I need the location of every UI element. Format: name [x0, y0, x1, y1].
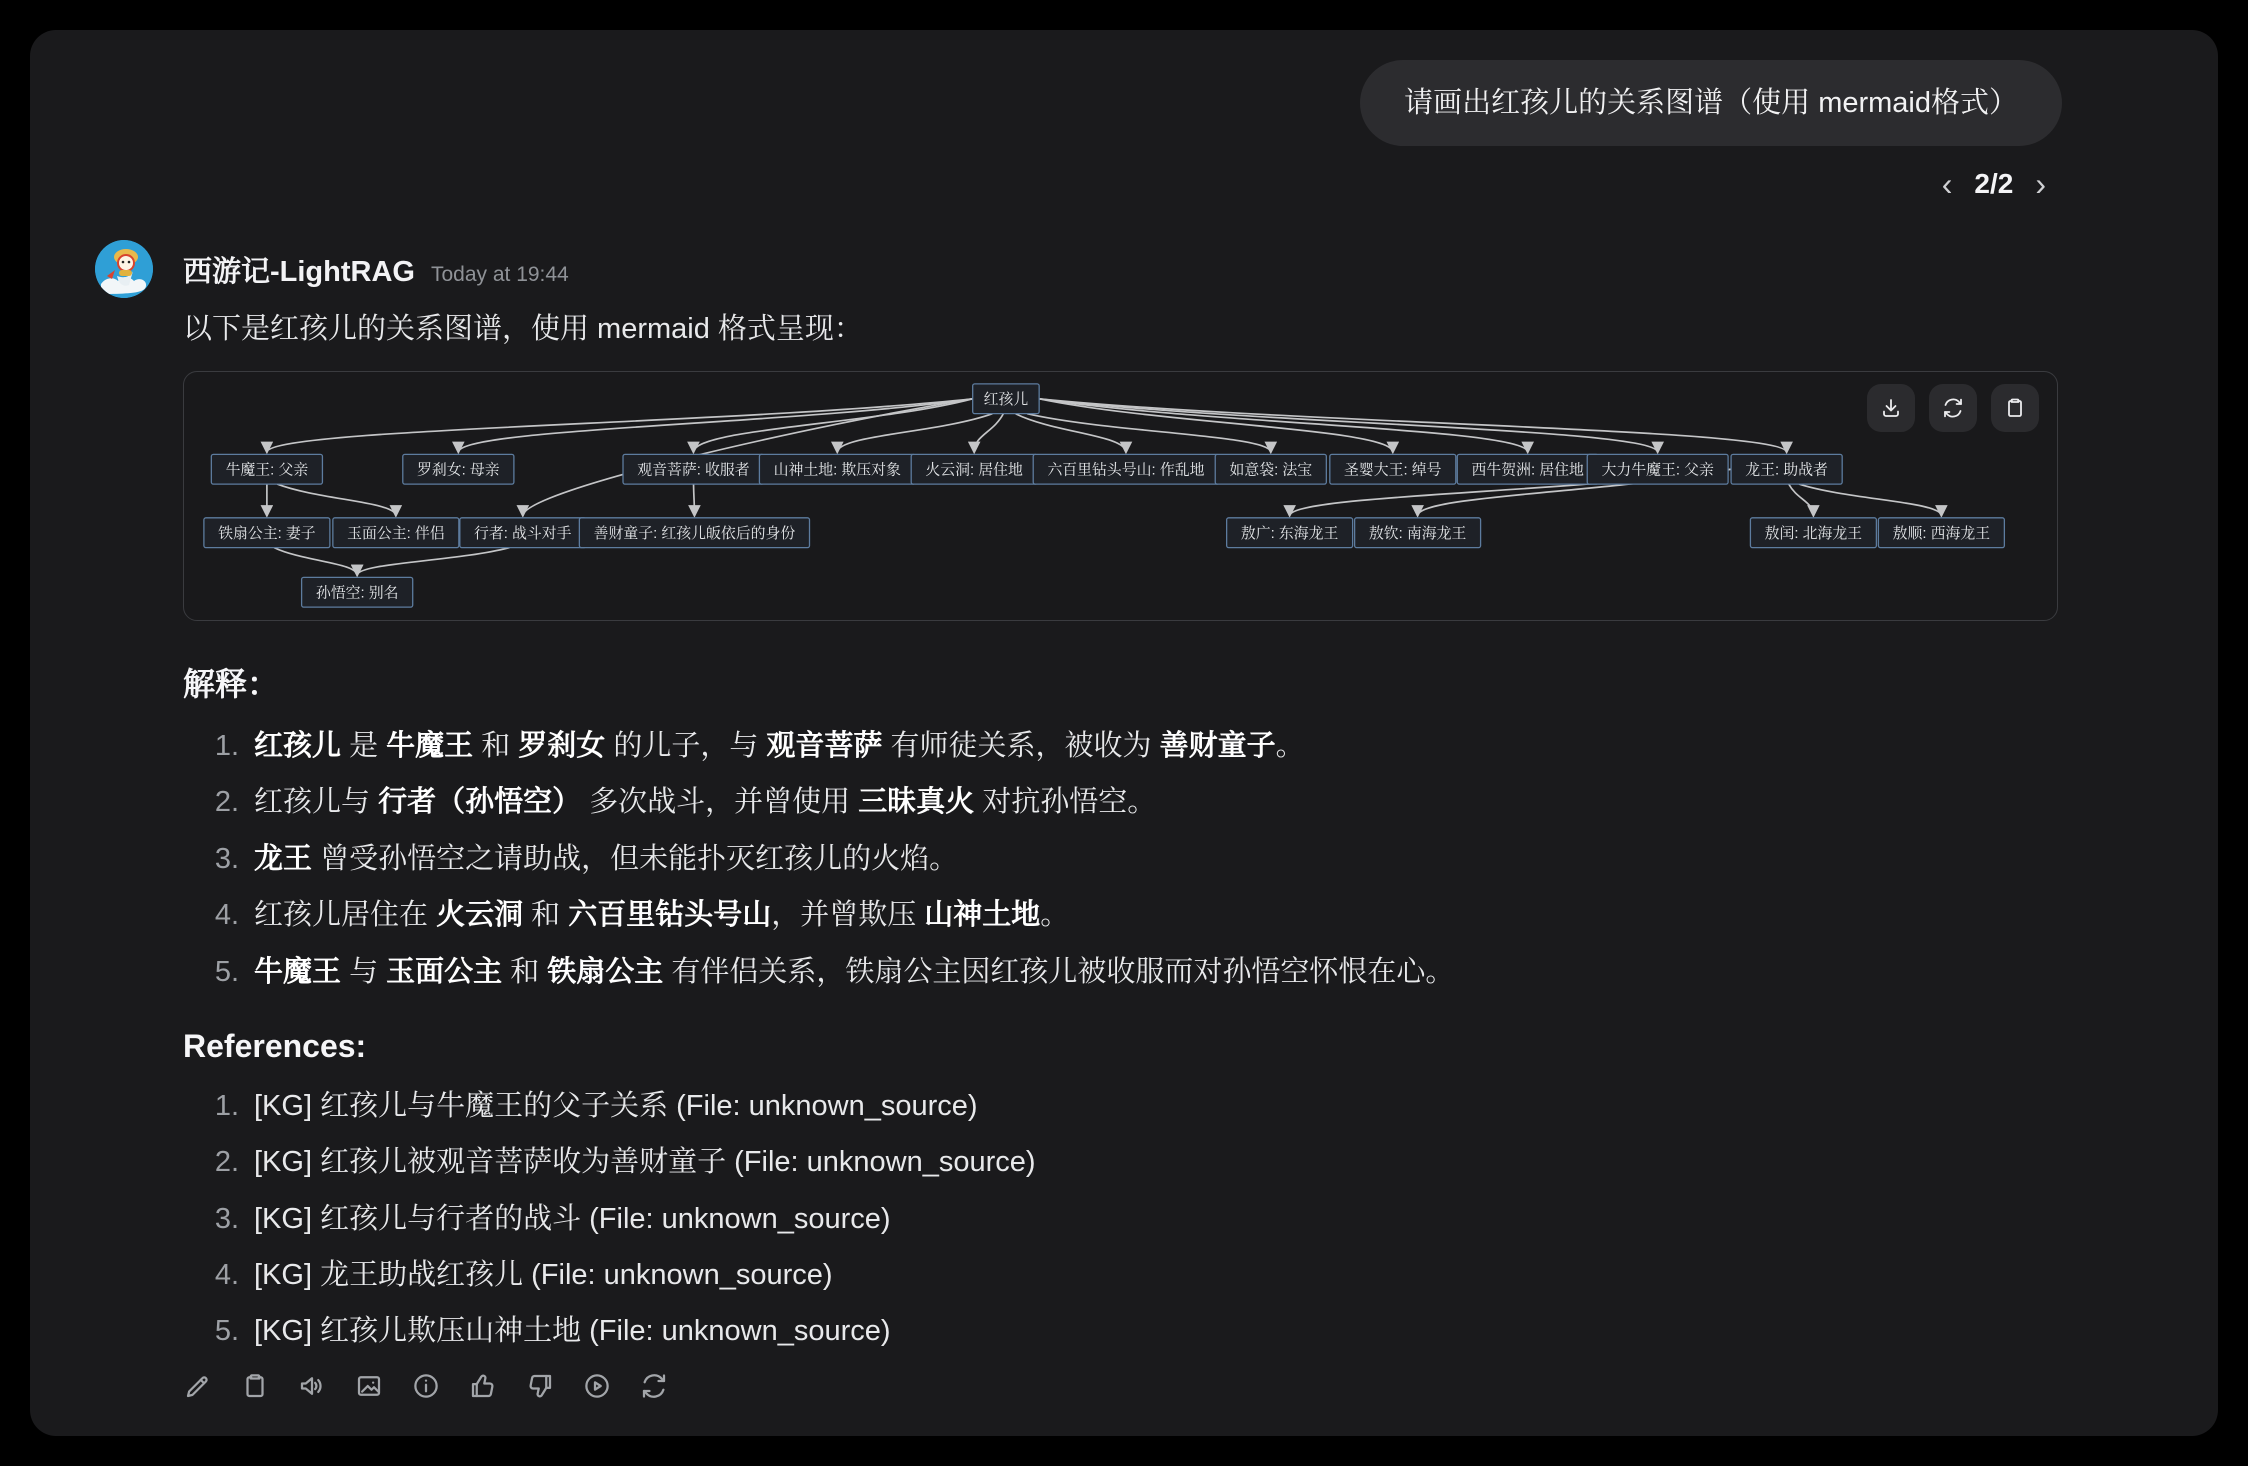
- graph-edge: [1027, 414, 1271, 453]
- reference-item: [205, 1314, 2098, 1349]
- image-icon: [354, 1371, 384, 1401]
- svg-text:六百里钻头号山: 作乱地: 六百里钻头号山: 作乱地: [1047, 462, 1205, 479]
- edit-icon: [183, 1371, 213, 1401]
- list-index: 3.: [214, 842, 239, 875]
- svg-text:观音菩萨: 收服者: 观音菩萨: 收服者: [637, 462, 750, 479]
- regenerate-action-button[interactable]: [639, 1371, 669, 1401]
- edit-action-button[interactable]: [183, 1371, 213, 1401]
- list-index: 2.: [214, 786, 239, 819]
- svg-text:罗刹女: 母亲: 罗刹女: 母亲: [417, 462, 500, 479]
- play-action-button[interactable]: [582, 1371, 612, 1401]
- explanation-item: [205, 785, 2098, 820]
- graph-node-xnh: [1457, 454, 1598, 484]
- assistant-avatar: [95, 240, 153, 298]
- svg-text:孙悟空: 别名: 孙悟空: 别名: [315, 585, 399, 602]
- page-indicator: 2/2: [1974, 168, 2014, 199]
- svg-text:铁扇公主: 妻子: 铁扇公主: 妻子: [218, 526, 316, 543]
- graph-node-ryd: [1215, 454, 1326, 484]
- explanation-heading: 解释：: [183, 666, 280, 702]
- chat-window: [30, 30, 2218, 1436]
- thumbs-down-icon: [525, 1371, 555, 1401]
- refresh-diagram-button[interactable]: [1929, 384, 1977, 432]
- assistant-message: [30, 200, 2218, 1401]
- svg-text:山神土地: 欺压对象: 山神土地: 欺压对象: [773, 462, 901, 479]
- graph-node-ymg: [333, 518, 459, 548]
- list-index: 4.: [214, 1259, 239, 1291]
- graph-edge: [974, 414, 1003, 453]
- list-text: [KG] 红孩儿被观音菩萨收为善财童子 (File: unknown_source): [254, 1146, 1036, 1179]
- info-action-button[interactable]: [411, 1371, 441, 1401]
- speaker-icon: [297, 1371, 327, 1401]
- graph-node-ag: [1227, 518, 1353, 548]
- explanation-item: [205, 842, 2098, 877]
- assistant-intro-text: 以下是红孩儿的关系图谱，使用 mermaid 格式呈现：: [183, 313, 863, 345]
- graph-edge: [1789, 484, 1814, 516]
- message-timestamp: Today at 19:44: [430, 262, 569, 286]
- svg-text:敖顺: 西海龙王: 敖顺: 西海龙王: [1892, 526, 1991, 543]
- graph-node-xz: [460, 518, 586, 548]
- svg-text:火云洞: 居住地: 火云洞: 居住地: [925, 462, 1023, 479]
- svg-text:行者: 战斗对手: 行者: 战斗对手: [474, 526, 572, 543]
- list-text: [KG] 红孩儿与行者的战斗 (File: unknown_source): [254, 1202, 891, 1235]
- thumbs-down-action-button[interactable]: [525, 1371, 555, 1401]
- diagram-toolbar: [1867, 384, 2039, 432]
- graph-node-dln: [1587, 454, 1728, 484]
- list-text: [KG] 红孩儿欺压山神土地 (File: unknown_source): [254, 1315, 891, 1348]
- explanation-item: [205, 955, 2098, 990]
- graph-node-as2: [1878, 518, 2004, 548]
- graph-node-syd: [1330, 454, 1456, 484]
- message-action-bar: [183, 1371, 2098, 1401]
- svg-text:敖闰: 北海龙王: 敖闰: 北海龙王: [1764, 526, 1863, 543]
- graph-edge: [1016, 414, 1126, 453]
- download-diagram-button[interactable]: [1867, 384, 1915, 432]
- list-text: 龙王 曾受孙悟空之请助战，但未能扑灭红孩儿的火焰。: [254, 842, 959, 875]
- list-index: 5.: [214, 955, 239, 988]
- speaker-action-button[interactable]: [297, 1371, 327, 1401]
- graph-node-lsn: [403, 454, 514, 484]
- reference-item: [205, 1089, 2098, 1124]
- list-text: 牛魔王 与 玉面公主 和 铁扇公主 有伴侣关系，铁扇公主因红孩儿被收服而对孙悟空怀恨在心。: [254, 955, 1455, 988]
- svg-text:如意袋: 法宝: 如意袋: 法宝: [1229, 462, 1313, 479]
- graph-node-swk: [302, 577, 413, 607]
- assistant-header: [95, 240, 2218, 298]
- reference-item: [205, 1258, 2098, 1293]
- svg-text:牛魔王: 父亲: 牛魔王: 父亲: [225, 462, 309, 479]
- clipboard-icon: [2003, 396, 2027, 420]
- copy-action-button[interactable]: [240, 1371, 270, 1401]
- graph-node-gyps: [623, 454, 764, 484]
- user-message-bubble: 请画出红孩儿的关系图谱（使用 mermaid格式）: [1360, 60, 2062, 146]
- list-index: 2.: [214, 1146, 239, 1179]
- list-text: [KG] 龙王助战红孩儿 (File: unknown_source): [254, 1259, 833, 1291]
- info-icon: [411, 1371, 441, 1401]
- regenerate-icon: [639, 1371, 669, 1401]
- copy-icon: [240, 1371, 270, 1401]
- monkey-king-avatar-image: [95, 240, 153, 298]
- svg-text:敖广: 东海龙王: 敖广: 东海龙王: [1240, 526, 1339, 543]
- explanation-list: [183, 729, 2098, 990]
- graph-node-nmw: [211, 454, 322, 484]
- list-text: 红孩儿与 行者（孙悟空） 多次战斗，并曾使用 三昧真火 对抗孙悟空。: [254, 786, 1157, 819]
- list-text: 红孩儿 是 牛魔王 和 罗刹女 的儿子，与 观音菩萨 有师徒关系，被收为 善财童子。: [254, 730, 1305, 762]
- list-index: 3.: [214, 1202, 239, 1235]
- svg-text:敖钦: 南海龙王: 敖钦: 南海龙王: [1368, 526, 1467, 543]
- play-icon: [582, 1371, 612, 1401]
- reference-item: [205, 1202, 2098, 1237]
- refresh-icon: [1941, 396, 1965, 420]
- graph-node-sstd: [759, 454, 915, 484]
- svg-text:大力牛魔王: 父亲: 大力牛魔王: 父亲: [1601, 462, 1714, 479]
- image-action-button[interactable]: [354, 1371, 384, 1401]
- thumbs-up-icon: [468, 1371, 498, 1401]
- next-page-button[interactable]: ›: [2035, 166, 2046, 202]
- svg-text:善财童子: 红孩儿皈依后的身份: 善财童子: 红孩儿皈依后的身份: [593, 526, 796, 543]
- graph-edge: [274, 548, 357, 576]
- graph-node-hyd: [911, 454, 1037, 484]
- explanation-item: [205, 729, 2098, 764]
- mermaid-diagram-panel: [183, 371, 2058, 621]
- svg-text:玉面公主: 伴侣: 玉面公主: 伴侣: [347, 526, 445, 543]
- graph-node-ar: [1750, 518, 1876, 548]
- clipboard-diagram-button[interactable]: [1991, 384, 2039, 432]
- list-text: [KG] 红孩儿与牛魔王的父子关系 (File: unknown_source): [254, 1089, 978, 1122]
- svg-text:西牛贺洲: 居住地: 西牛贺洲: 居住地: [1471, 462, 1584, 479]
- graph-node-scd: [579, 518, 809, 548]
- list-index: 1.: [214, 730, 239, 762]
- download-icon: [1879, 396, 1903, 420]
- graph-edge: [357, 548, 509, 576]
- assistant-name: 西游记-LightRAG: [183, 255, 415, 288]
- assistant-name-row: [183, 249, 569, 290]
- list-text: 红孩儿居住在 火云洞 和 六百里钻头号山，并曾欺压 山神土地。: [254, 899, 1070, 932]
- svg-text:红孩儿: 红孩儿: [983, 392, 1029, 409]
- graph-edge: [694, 484, 695, 516]
- graph-node-hhe: [973, 384, 1039, 414]
- user-message-row: [30, 30, 2218, 146]
- graph-edge: [267, 399, 973, 453]
- svg-text:圣婴大王: 绰号: 圣婴大王: 绰号: [1344, 462, 1442, 479]
- list-index: 1.: [214, 1089, 239, 1122]
- graph-edge: [1799, 484, 1941, 516]
- relationship-graph: [184, 372, 2057, 620]
- message-pagination: [30, 146, 2218, 200]
- graph-node-lbl: [1033, 454, 1219, 484]
- graph-node-tsg: [204, 518, 330, 548]
- prev-page-button[interactable]: ‹: [1941, 166, 1953, 202]
- list-index: 5.: [214, 1315, 239, 1348]
- assistant-message-body: [183, 306, 2218, 1401]
- list-index: 4.: [214, 899, 239, 932]
- thumbs-up-action-button[interactable]: [468, 1371, 498, 1401]
- graph-edge: [277, 484, 396, 516]
- reference-item: [205, 1145, 2098, 1180]
- references-list: [183, 1089, 2098, 1350]
- graph-node-aq: [1355, 518, 1481, 548]
- explanation-item: [205, 898, 2098, 933]
- references-heading: References:: [183, 1027, 367, 1064]
- svg-text:龙王: 助战者: 龙王: 助战者: [1745, 462, 1828, 479]
- graph-node-lw: [1731, 454, 1842, 484]
